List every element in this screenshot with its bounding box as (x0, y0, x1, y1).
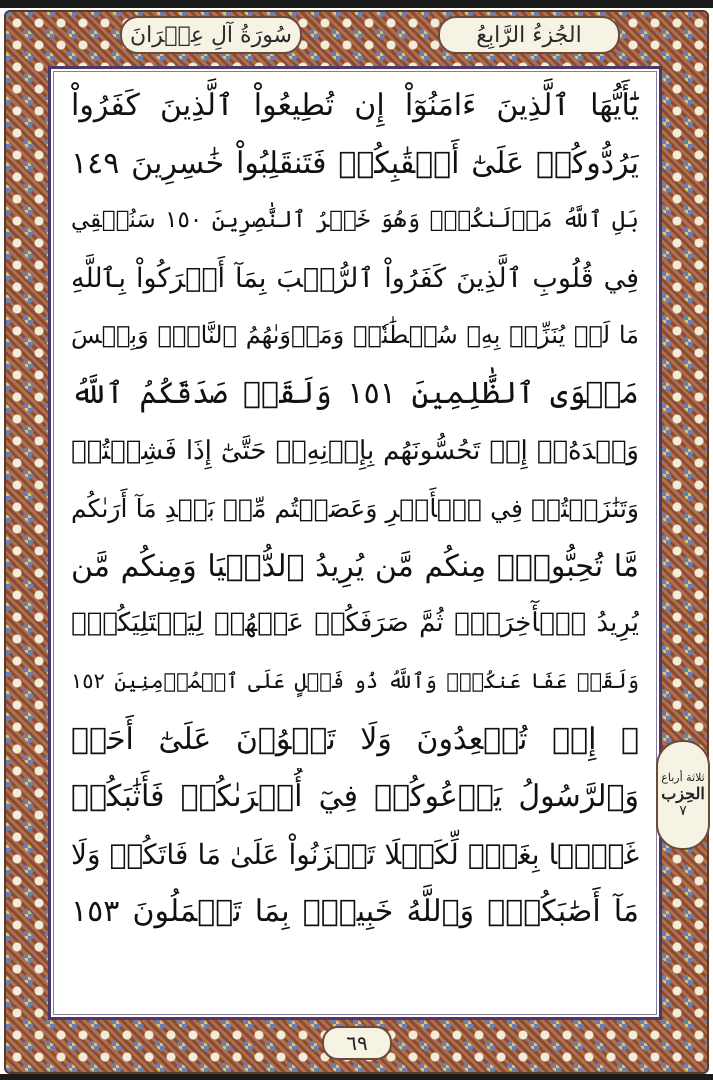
verse-line-6: مَثۡوَى ٱلظَّٰلِمِينَ ١٥١ وَلَقَدۡ صَدَقَكُمُ ٱللَّهُ (71, 375, 639, 411)
verse-line-5: مَا لَمۡ يُنَزِّلۡ بِهِۦ سُلۡطَٰنٗاۖ وَمَأۡوَىٰهُمُ ٱلنَّارُۖ وَبِئۡسَ (71, 321, 639, 350)
verse-line-10: يُرِيدُ ٱلۡأٓخِرَةَۚ ثُمَّ صَرَفَكُمۡ عَنۡهُمۡ لِيَبۡتَلِيَكُمۡۖ (71, 608, 639, 639)
verse-line-4: فِي قُلُوبِ ٱلَّذِينَ كَفَرُواْ ٱلرُّعۡبَ بِمَآ أَشۡرَكُواْ بِٱللَّهِ (71, 262, 639, 294)
verse-line-3: بَلِ ٱللَّهُ مَوۡلَىٰكُمۡۖ وَهُوَ خَيۡرُ ٱلنَّٰصِرِينَ ١٥٠ سَنُلۡقِي (71, 207, 639, 234)
verse-line-15: مَآ أَصَٰبَكُمۡۗ وَٱللَّهُ خَبِيرُۢ بِمَا تَعۡمَلُونَ ١٥٣ (71, 894, 639, 930)
verse-line-2: يَرُدُّوكُمۡ عَلَىٰٓ أَعۡقَٰبِكُمۡ فَتَنقَلِبُواْ خَٰسِرِينَ ١٤٩ (71, 145, 639, 181)
top-edge (0, 0, 713, 8)
hizb-number: ٧ (679, 803, 687, 819)
surah-label: سُورَةُ آلِ عِمۡرَانَ (130, 22, 292, 48)
verse-line-11: وَلَقَدۡ عَفَا عَنكُمۡۗ وَٱللَّهُ ذُو فَضۡلٍ عَلَى ٱلۡمُؤۡمِنِينَ ١٥٢ (71, 668, 639, 693)
bottom-edge (0, 1074, 713, 1080)
verse-line-12: ۞ إِذۡ تُصۡعِدُونَ وَلَا تَلۡوُۥنَ عَلَىٰٓ أَحَدٖ (71, 721, 639, 757)
verse-line-13: وَٱلرَّسُولُ يَدۡعُوكُمۡ فِيٓ أُخۡرَىٰكُمۡ فَأَثَٰبَكُمۡ (71, 779, 639, 815)
page-number-label: ٦٩ (346, 1031, 368, 1055)
verse-line-9: مَّا تُحِبُّونَۚ مِنكُم مَّن يُرِيدُ ٱلدُّنۡيَا وَمِنكُم مَّن (71, 548, 639, 584)
page-number (322, 1026, 392, 1060)
juz-label: الجُزءُ الرَّابِعُ (476, 22, 582, 48)
juz-title (438, 16, 620, 54)
verse-lines (71, 77, 639, 941)
surah-title (120, 16, 302, 54)
verse-line-14: غَمَّۢا بِغَمّٖ لِّكَيۡلَا تَحۡزَنُواْ عَلَىٰ مَا فَاتَكُمۡ وَلَا (71, 837, 639, 871)
verse-line-8: وَتَنَٰزَعۡتُمۡ فِي ٱلۡأَمۡرِ وَعَصَيۡتُم مِّنۢ بَعۡدِ مَآ أَرَىٰكُم (71, 494, 639, 524)
text-panel (48, 66, 662, 1020)
hizb-quarter-label: ثلاثة أرباع (661, 771, 705, 784)
hizb-marker (656, 740, 710, 850)
verse-line-1: يَٰٓأَيُّهَا ٱلَّذِينَ ءَامَنُوٓاْ إِن تُطِيعُواْ ٱلَّذِينَ كَفَرُواْ (71, 88, 639, 123)
verse-line-7: وَعۡدَهُۥٓ إِذۡ تَحُسُّونَهُم بِإِذۡنِهِۦۖ حَتَّىٰٓ إِذَا فَشِلۡتُمۡ (71, 435, 639, 466)
hizb-label: الحِزب (661, 784, 705, 803)
